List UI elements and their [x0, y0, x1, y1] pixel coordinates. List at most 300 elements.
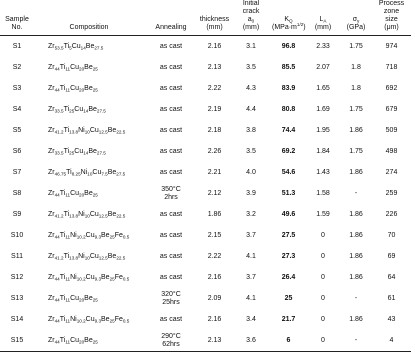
- thickness-cell: 1.86: [207, 210, 222, 218]
- element-fraction: 44: [54, 66, 60, 71]
- element-symbol: Zr: [48, 63, 55, 71]
- element-symbol: Zr: [48, 273, 55, 281]
- element-symbol: Cu: [85, 231, 95, 239]
- annealing-cell: [144, 309, 198, 330]
- element-symbol: Zr: [48, 294, 55, 302]
- table-row: [0, 267, 411, 288]
- element-symbol: Zr: [48, 147, 55, 155]
- element-fraction: 25: [92, 297, 98, 302]
- element-fraction: 44: [54, 339, 60, 344]
- la-header: [306, 0, 340, 36]
- element-symbol: Be: [107, 252, 117, 260]
- element-fraction: 20: [79, 192, 85, 197]
- sample-cell: S14: [10, 315, 24, 323]
- thickness-cell: 2.15: [207, 231, 222, 239]
- process-zone-cell: 679: [385, 105, 398, 113]
- element-symbol: Cu: [70, 84, 80, 92]
- kq-cell: 54.6: [281, 168, 296, 176]
- yield-cell: 1.75: [349, 105, 363, 113]
- element-fraction: 25: [109, 276, 115, 281]
- table-row: [0, 120, 411, 141]
- element-symbol: Be: [84, 336, 93, 344]
- kq-cell: 21.7: [281, 315, 296, 323]
- header-line: (mm): [242, 24, 260, 31]
- element-symbol: Ti: [66, 168, 72, 176]
- element-fraction: 33.5: [54, 150, 64, 155]
- element-symbol: Be: [101, 231, 110, 239]
- sample-cell: S12: [10, 273, 24, 281]
- annealing-cell: [144, 120, 198, 141]
- element-symbol: Zr: [48, 168, 55, 176]
- element-fraction: 14: [80, 45, 86, 50]
- sample-header: [0, 0, 34, 36]
- composition-cell: [34, 162, 144, 183]
- crack-cell: 3.5: [246, 147, 256, 155]
- thickness-cell: 2.22: [207, 84, 222, 92]
- annealing-cell: [144, 36, 198, 58]
- yield-cell: 1.86: [349, 126, 363, 134]
- element-symbol: Ti: [63, 210, 70, 218]
- yield-cell: -: [354, 189, 358, 197]
- thickness-cell: 2.19: [207, 105, 222, 113]
- element-fraction: 44: [54, 276, 60, 281]
- element-fraction: 41.2: [54, 213, 64, 218]
- element-fraction: 20: [79, 87, 85, 92]
- element-fraction: 41.2: [54, 129, 64, 134]
- thickness-cell: 2.16: [207, 273, 222, 281]
- thickness-cell: 2.09: [207, 294, 222, 302]
- crack-cell: 3.2: [246, 210, 256, 218]
- element-fraction: 11: [65, 192, 71, 197]
- composition-cell: [34, 288, 144, 309]
- element-fraction: 9.3: [94, 276, 102, 281]
- element-fraction: 11: [65, 66, 71, 71]
- element-fraction: 10.2: [76, 234, 86, 239]
- element-fraction: 11: [65, 276, 71, 281]
- annealing-line: as cast: [159, 84, 183, 92]
- element-fraction: 9.3: [94, 318, 102, 323]
- element-symbol: Ti: [63, 147, 70, 155]
- header-line: Composition: [69, 24, 109, 31]
- yield-cell: -: [354, 294, 358, 302]
- element-symbol: Ti: [59, 231, 66, 239]
- process-zone-cell: 692: [385, 84, 398, 92]
- kq-cell: 51.3: [281, 189, 296, 197]
- element-fraction: 46.75: [54, 171, 67, 176]
- annealing-line: as cast: [159, 273, 183, 281]
- la-cell: 1.65: [316, 84, 330, 92]
- element-symbol: Fe: [114, 231, 123, 239]
- table-row: [0, 36, 411, 58]
- element-fraction: 27.5: [116, 171, 126, 176]
- crack-cell: 4.3: [246, 84, 256, 92]
- crack-cell: 4.4: [246, 105, 256, 113]
- element-symbol: Be: [88, 147, 97, 155]
- annealing-line: 350°C: [161, 185, 181, 193]
- element-symbol: Be: [84, 63, 93, 71]
- element-symbol: Zr: [48, 189, 55, 197]
- annealing-line: as cast: [159, 210, 183, 218]
- header-line: crack: [242, 8, 260, 15]
- composition-cell: [34, 267, 144, 288]
- sample-cell: S9: [12, 210, 22, 218]
- composition-cell: [34, 141, 144, 162]
- element-symbol: Cu: [89, 210, 99, 218]
- kq-cell: 6: [271, 330, 306, 352]
- la-cell: 2.07: [316, 63, 330, 71]
- header-line: Process: [378, 0, 405, 7]
- crack-cell: 3.6: [231, 330, 271, 352]
- element-fraction: 33.5: [54, 108, 64, 113]
- yield-cell: 1.86: [349, 273, 363, 281]
- header-line: No.: [11, 24, 23, 31]
- annealing-line: as cast: [159, 42, 183, 50]
- header-line: $(MPa\cdot m^{1/2})$: [272, 22, 306, 31]
- header-line: $L_A$: [319, 16, 327, 24]
- element-symbol: Cu: [92, 168, 102, 176]
- element-symbol: Fe: [114, 315, 123, 323]
- element-symbol: Ni: [78, 126, 85, 134]
- element-symbol: Be: [107, 210, 117, 218]
- element-symbol: Ni: [70, 231, 77, 239]
- header-line: (μm): [384, 24, 399, 31]
- header-line: (GPa): [346, 24, 366, 31]
- header-line: Sample: [5, 16, 29, 23]
- composition-cell: [34, 78, 144, 99]
- crack-cell: 4.1: [246, 252, 256, 260]
- table-row: [0, 246, 411, 267]
- element-symbol: Cu: [70, 63, 80, 71]
- element-symbol: Cu: [71, 42, 81, 50]
- sample-cell: S8: [12, 189, 22, 197]
- element-symbol: Ni: [78, 252, 85, 260]
- element-symbol: Ti: [59, 336, 66, 344]
- annealing-line: as cast: [159, 147, 183, 155]
- element-fraction: 12.5: [98, 129, 108, 134]
- element-fraction: 25: [92, 192, 98, 197]
- annealing-cell: [144, 225, 198, 246]
- element-symbol: Cu: [89, 252, 99, 260]
- yield-cell: -: [340, 330, 372, 352]
- element-symbol: Zr: [48, 105, 55, 113]
- element-symbol: Be: [101, 315, 110, 323]
- element-fraction: 0.5: [122, 276, 130, 281]
- la-cell: 0: [321, 231, 325, 239]
- kq-cell: 27.5: [281, 231, 296, 239]
- element-symbol: Zr: [48, 84, 55, 92]
- thickness-cell: 2.26: [207, 147, 222, 155]
- table-row: [0, 162, 411, 183]
- kq-cell: 96.8: [281, 42, 296, 50]
- element-symbol: Ti: [63, 42, 70, 50]
- element-symbol: Cu: [70, 336, 80, 344]
- sample-cell: S6: [12, 147, 22, 155]
- kq-cell: 26.4: [281, 273, 296, 281]
- yield-cell: 1.8: [351, 84, 361, 92]
- annealing-line: as cast: [159, 252, 183, 260]
- crack-cell: 3.7: [246, 231, 256, 239]
- kq-cell: 69.2: [281, 147, 296, 155]
- element-symbol: Ti: [59, 294, 66, 302]
- element-symbol: Ni: [80, 168, 88, 176]
- element-fraction: 10: [84, 129, 90, 134]
- element-symbol: Cu: [70, 294, 80, 302]
- element-symbol: Cu: [74, 147, 84, 155]
- header-line: zone: [383, 8, 400, 15]
- annealing-cell: [144, 330, 198, 352]
- element-symbol: Ti: [59, 189, 66, 197]
- process-zone-cell: 226: [385, 210, 398, 218]
- composition-cell: [34, 120, 144, 141]
- header-row: [0, 0, 411, 36]
- element-symbol: Be: [88, 105, 97, 113]
- process-zone-cell: 69: [387, 252, 396, 260]
- yield-cell: 1.86: [349, 315, 363, 323]
- annealing-cell: [144, 183, 198, 204]
- la-cell: 0: [321, 273, 325, 281]
- element-fraction: 11: [65, 318, 71, 323]
- composition-cell: [34, 330, 144, 352]
- annealing-line: as cast: [159, 315, 183, 323]
- crack-cell: 3.5: [246, 63, 256, 71]
- yield-cell: 1.8: [351, 63, 361, 71]
- header-line: (mm): [206, 24, 223, 31]
- element-fraction: 25: [69, 150, 75, 155]
- yield-cell: 1.75: [349, 147, 363, 155]
- crack-cell: 3.4: [246, 315, 256, 323]
- element-symbol: Zr: [48, 315, 55, 323]
- composition-cell: [34, 225, 144, 246]
- kq-cell: 49.6: [281, 210, 296, 218]
- table-row: [0, 141, 411, 162]
- process-zone-cell: 64: [387, 273, 396, 281]
- table-body: [0, 36, 411, 352]
- annealing-line: as cast: [159, 105, 183, 113]
- element-symbol: Zr: [48, 231, 55, 239]
- kq-cell: 83.9: [281, 84, 296, 92]
- element-fraction: 22.5: [116, 129, 126, 134]
- thickness-header: [198, 0, 231, 36]
- la-cell: 1.69: [316, 105, 330, 113]
- la-cell: 0: [321, 294, 325, 302]
- annealing-line: as cast: [159, 126, 183, 134]
- element-fraction: 14: [83, 150, 89, 155]
- kq-cell: 85.5: [281, 63, 296, 71]
- element-symbol: Be: [107, 168, 117, 176]
- annealing-cell: [144, 162, 198, 183]
- element-symbol: Ti: [63, 105, 70, 113]
- element-fraction: 13.8: [69, 255, 79, 260]
- yield-cell: 1.75: [349, 42, 363, 50]
- thickness-cell: 2.13: [207, 63, 222, 71]
- crack-cell: 3.1: [246, 42, 256, 50]
- table-row: [0, 78, 411, 99]
- composition-cell: [34, 57, 144, 78]
- table-row: [0, 330, 411, 352]
- element-symbol: Ti: [59, 63, 66, 71]
- element-fraction: 25: [92, 87, 98, 92]
- header-line: $\sigma_y$: [352, 16, 360, 24]
- process-zone-cell: 43: [387, 315, 396, 323]
- element-symbol: Be: [84, 294, 93, 302]
- element-symbol: Ni: [78, 210, 85, 218]
- header-line: size: [385, 16, 398, 23]
- kq-cell: 74.4: [281, 126, 296, 134]
- kq-header: [271, 0, 306, 36]
- yield-cell: 1.86: [349, 231, 363, 239]
- table-row: [0, 288, 411, 309]
- element-fraction: 22.5: [116, 255, 126, 260]
- annealing-cell: [144, 57, 198, 78]
- element-symbol: Zr: [48, 42, 55, 50]
- element-symbol: Ti: [59, 315, 66, 323]
- annealing-line: as cast: [159, 63, 183, 71]
- element-fraction: 0.5: [122, 234, 130, 239]
- sample-cell: S3: [12, 84, 22, 92]
- header-line: Annealing: [155, 24, 187, 31]
- yield-cell: 1.86: [349, 252, 363, 260]
- element-fraction: 10: [84, 213, 90, 218]
- la-cell: 0: [321, 252, 325, 260]
- la-cell: 1.95: [316, 126, 330, 134]
- annealing-cell: [144, 288, 198, 309]
- element-symbol: Zr: [48, 252, 55, 260]
- process-zone-cell: 259: [385, 189, 398, 197]
- header-line: (mm): [314, 24, 332, 31]
- element-symbol: Cu: [70, 189, 80, 197]
- process-zone-header: [372, 0, 411, 36]
- element-symbol: Ni: [70, 315, 77, 323]
- thickness-cell: 2.16: [207, 42, 222, 50]
- element-symbol: Ti: [59, 84, 66, 92]
- annealing-cell: [144, 78, 198, 99]
- sample-cell: S4: [12, 105, 22, 113]
- element-fraction: 27.5: [94, 45, 104, 50]
- element-symbol: Cu: [85, 315, 95, 323]
- element-fraction: 41.2: [54, 255, 64, 260]
- element-symbol: Be: [85, 42, 95, 50]
- composition-cell: [34, 246, 144, 267]
- yield-cell: 1.86: [349, 210, 363, 218]
- element-fraction: 12.5: [98, 213, 108, 218]
- thickness-cell: 2.13: [198, 330, 231, 352]
- crack-header: [231, 0, 271, 36]
- header-line: $K_Q$: [284, 16, 293, 24]
- element-fraction: 10: [87, 171, 93, 176]
- element-symbol: Zr: [48, 336, 55, 344]
- crack-cell: 4.0: [246, 168, 256, 176]
- yield-cell: 1.86: [349, 168, 363, 176]
- crack-cell: 4.1: [246, 294, 256, 302]
- process-zone-cell: 70: [387, 231, 396, 239]
- process-zone-cell: 718: [385, 63, 398, 71]
- sample-cell: S7: [12, 168, 22, 176]
- table-row: [0, 309, 411, 330]
- element-symbol: Ti: [59, 273, 66, 281]
- composition-cell: [34, 204, 144, 225]
- element-fraction: 25: [109, 234, 115, 239]
- element-fraction: 53.5: [54, 45, 64, 50]
- table-row: [0, 225, 411, 246]
- process-zone-cell: 274: [385, 168, 398, 176]
- process-zone-cell: 974: [385, 42, 398, 50]
- element-fraction: 20: [79, 339, 85, 344]
- element-fraction: 14: [83, 108, 89, 113]
- thickness-cell: 2.21: [207, 168, 222, 176]
- kq-cell: 27.3: [281, 252, 296, 260]
- header-line: Initial: [242, 0, 260, 7]
- element-fraction: 25: [109, 318, 115, 323]
- table-row: [0, 183, 411, 204]
- crack-cell: 3.9: [246, 189, 256, 197]
- la-cell: 1.43: [316, 168, 330, 176]
- annealing-line: as cast: [159, 168, 183, 176]
- element-fraction: 20: [79, 66, 85, 71]
- element-fraction: 8.25: [71, 171, 81, 176]
- element-fraction: 11: [65, 297, 71, 302]
- element-fraction: 13.8: [69, 129, 79, 134]
- element-fraction: 25: [69, 108, 75, 113]
- element-fraction: 11: [65, 339, 71, 344]
- annealing-line: 290°C: [161, 332, 181, 340]
- la-cell: 1.58: [316, 189, 330, 197]
- kq-cell: 25: [284, 294, 293, 302]
- process-zone-cell: 61: [387, 294, 396, 302]
- la-cell: 0: [306, 330, 340, 352]
- element-fraction: 27.5: [96, 108, 106, 113]
- element-fraction: 25: [92, 66, 98, 71]
- annealing-cell: [144, 246, 198, 267]
- sample-cell: S13: [10, 294, 24, 302]
- kq-cell: 80.8: [281, 105, 296, 113]
- element-fraction: 22.5: [116, 213, 126, 218]
- annealing-cell: [144, 141, 198, 162]
- element-fraction: 10: [84, 255, 90, 260]
- annealing-header: [144, 0, 198, 36]
- sample-cell: S15: [0, 330, 34, 352]
- sample-cell: S5: [12, 126, 22, 134]
- element-fraction: 25: [92, 339, 98, 344]
- element-symbol: Ti: [63, 126, 70, 134]
- element-fraction: 0.5: [122, 318, 130, 323]
- element-fraction: 44: [54, 87, 60, 92]
- element-symbol: Ni: [70, 273, 77, 281]
- element-fraction: 13.8: [69, 213, 79, 218]
- element-fraction: 44: [54, 318, 60, 323]
- element-fraction: 11: [65, 234, 71, 239]
- element-fraction: 44: [54, 297, 60, 302]
- element-fraction: 11: [65, 87, 71, 92]
- element-fraction: 7.5: [101, 171, 108, 176]
- composition-cell: [34, 36, 144, 58]
- crack-cell: 3.8: [246, 126, 256, 134]
- sample-cell: S10: [10, 231, 24, 239]
- process-zone-cell: 498: [385, 147, 398, 155]
- sample-cell: S1: [12, 42, 22, 50]
- element-fraction: 5: [69, 45, 72, 50]
- annealing-line: 25hrs: [162, 298, 180, 306]
- process-zone-cell: 4: [372, 330, 411, 352]
- element-symbol: Be: [84, 189, 93, 197]
- element-symbol: Be: [107, 126, 117, 134]
- annealing-cell: [144, 267, 198, 288]
- composition-cell: [34, 309, 144, 330]
- annealing-cell: [144, 204, 198, 225]
- thickness-cell: 2.12: [207, 189, 222, 197]
- element-symbol: Cu: [74, 105, 84, 113]
- element-symbol: Cu: [89, 126, 99, 134]
- table-row: [0, 57, 411, 78]
